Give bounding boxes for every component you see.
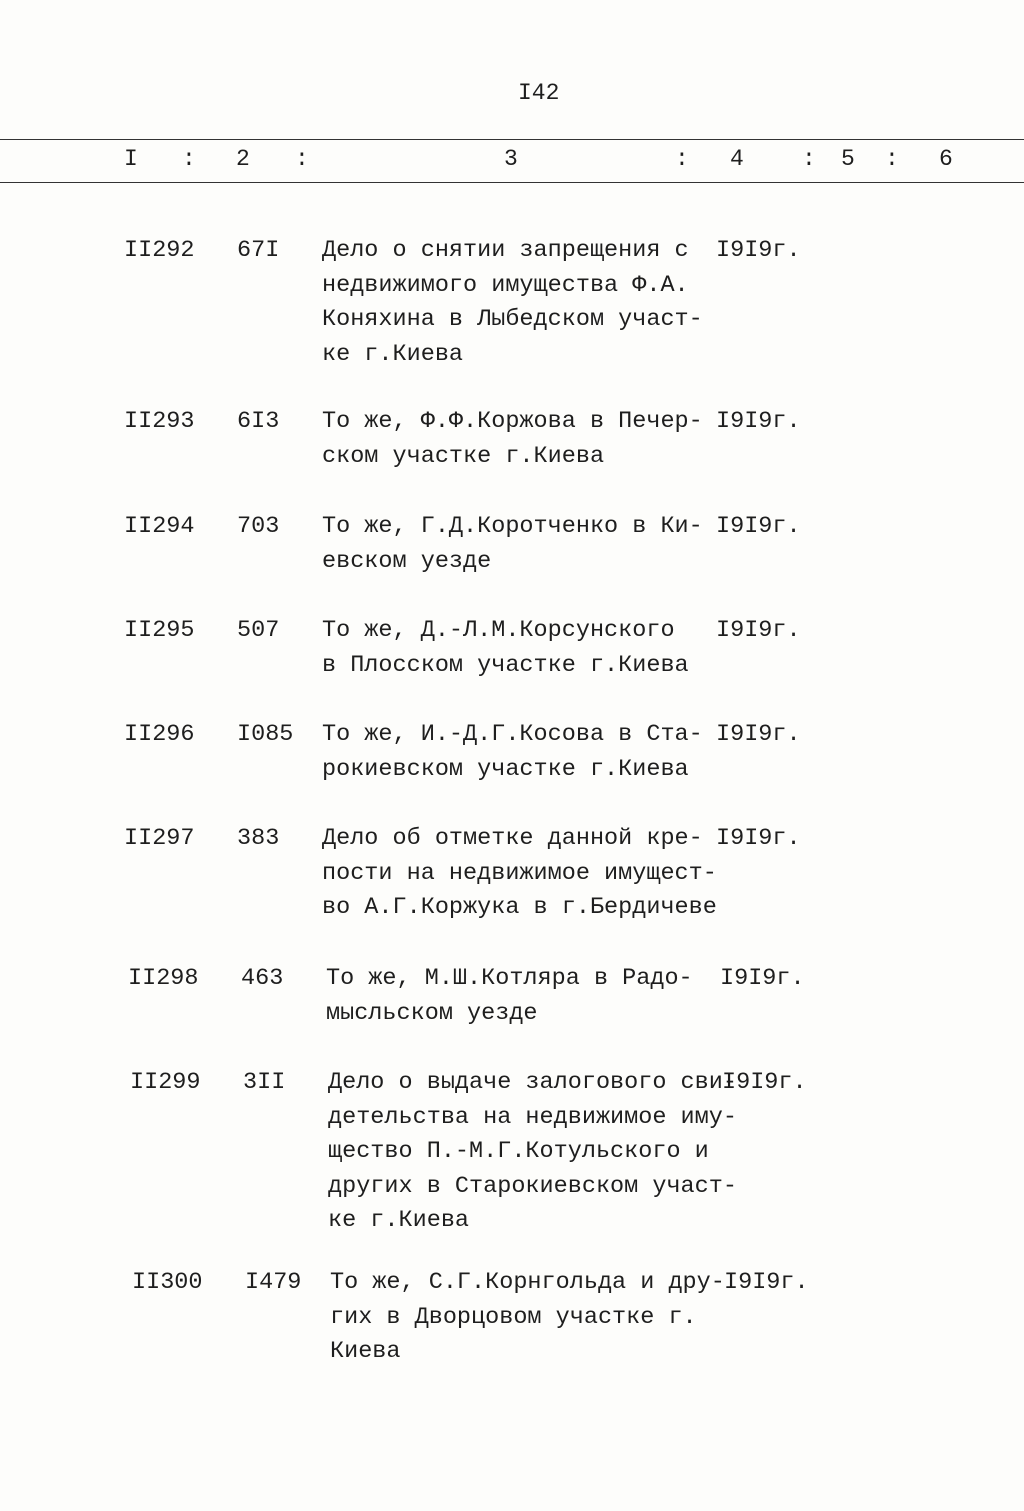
record-year: I9I9г. <box>716 721 801 748</box>
column-separator: : <box>295 146 309 172</box>
record-number: II296 <box>124 721 195 748</box>
description-line: То же, Г.Д.Коротченко в Ки- <box>322 513 703 540</box>
description-line: Дело об отметке данной кре- <box>322 825 703 852</box>
sheet-number: I479 <box>245 1269 302 1296</box>
description-line: ке г.Киева <box>328 1207 470 1234</box>
record-number: II292 <box>124 237 195 264</box>
description-line: щество П.-М.Г.Котульского и <box>328 1138 709 1165</box>
column-header: I <box>124 146 138 172</box>
column-separator: : <box>802 146 816 172</box>
description-line: То же, Д.-Л.М.Корсунского <box>322 617 675 644</box>
record-year: I9I9г. <box>722 1069 807 1096</box>
description-line: Коняхина в Лыбедском участ- <box>322 306 703 333</box>
record-number: II299 <box>130 1069 201 1096</box>
record-year: I9I9г. <box>716 408 801 435</box>
description-line: ке г.Киева <box>322 340 464 368</box>
record-year: I9I9г. <box>716 513 801 540</box>
description-line: недвижимого имущества Ф.А. <box>322 271 689 299</box>
record-number: II298 <box>128 965 199 992</box>
sheet-number: 507 <box>237 617 280 644</box>
record-number: II294 <box>124 513 195 540</box>
column-header: 3 <box>504 146 518 172</box>
record-description <box>322 510 703 579</box>
record-year: I9I9г. <box>716 237 801 264</box>
description-line: Дело о выдаче залогового сви- <box>328 1069 737 1096</box>
description-line: в Плосском участке г.Киева <box>322 651 689 679</box>
record-number: II295 <box>124 617 195 644</box>
description-line: То же, И.-Д.Г.Косова в Ста- <box>322 721 703 748</box>
description-line: Дело о снятии запрещения с <box>322 237 689 264</box>
description-line: Киева <box>330 1338 401 1365</box>
description-line: пости на недвижимое имущест- <box>322 859 717 887</box>
description-line: детельства на недвижимое иму- <box>328 1103 737 1131</box>
page-number: I42 <box>518 80 560 106</box>
description-line: рокиевском участке г.Киева <box>322 755 689 783</box>
record-year: I9I9г. <box>724 1269 809 1296</box>
record-description <box>322 718 703 787</box>
column-separator: : <box>182 146 196 172</box>
sheet-number: I085 <box>237 721 294 748</box>
column-header: 2 <box>236 146 250 172</box>
column-header: 5 <box>841 146 855 172</box>
sheet-number: 703 <box>237 513 280 540</box>
record-number: II297 <box>124 825 195 852</box>
column-separator: : <box>675 146 689 172</box>
record-description <box>322 405 703 474</box>
column-header: 4 <box>730 146 744 172</box>
sheet-number: 3II <box>243 1069 286 1096</box>
header-top-rule <box>0 139 1024 140</box>
header-bottom-rule <box>0 182 1024 183</box>
record-year: I9I9г. <box>720 965 805 992</box>
record-year: I9I9г. <box>716 617 801 644</box>
description-line: других в Старокиевском участ- <box>328 1172 737 1200</box>
record-description <box>328 1066 737 1239</box>
description-line: То же, С.Г.Корнгольда и дру- <box>330 1269 725 1296</box>
sheet-number: 383 <box>237 825 280 852</box>
description-line: То же, Ф.Ф.Коржова в Печер- <box>322 408 703 435</box>
record-description <box>330 1266 725 1370</box>
record-number: II293 <box>124 408 195 435</box>
description-line: ском участке г.Киева <box>322 442 605 470</box>
record-year: I9I9г. <box>716 825 801 852</box>
description-line: гих в Дворцовом участке г. <box>330 1303 697 1331</box>
record-description <box>322 822 717 926</box>
description-line: мысльском уезде <box>326 999 538 1027</box>
record-description <box>322 234 703 372</box>
record-description <box>322 614 689 683</box>
sheet-number: 463 <box>241 965 284 992</box>
description-line: евском уезде <box>322 547 492 575</box>
sheet-number: 6I3 <box>237 408 280 435</box>
sheet-number: 67I <box>237 237 280 264</box>
description-line: во А.Г.Коржука в г.Бердичеве <box>322 894 717 921</box>
record-number: II300 <box>132 1269 203 1296</box>
column-separator: : <box>885 146 899 172</box>
column-header: 6 <box>939 146 953 172</box>
record-description <box>326 962 693 1031</box>
description-line: То же, М.Ш.Котляра в Радо- <box>326 965 693 992</box>
